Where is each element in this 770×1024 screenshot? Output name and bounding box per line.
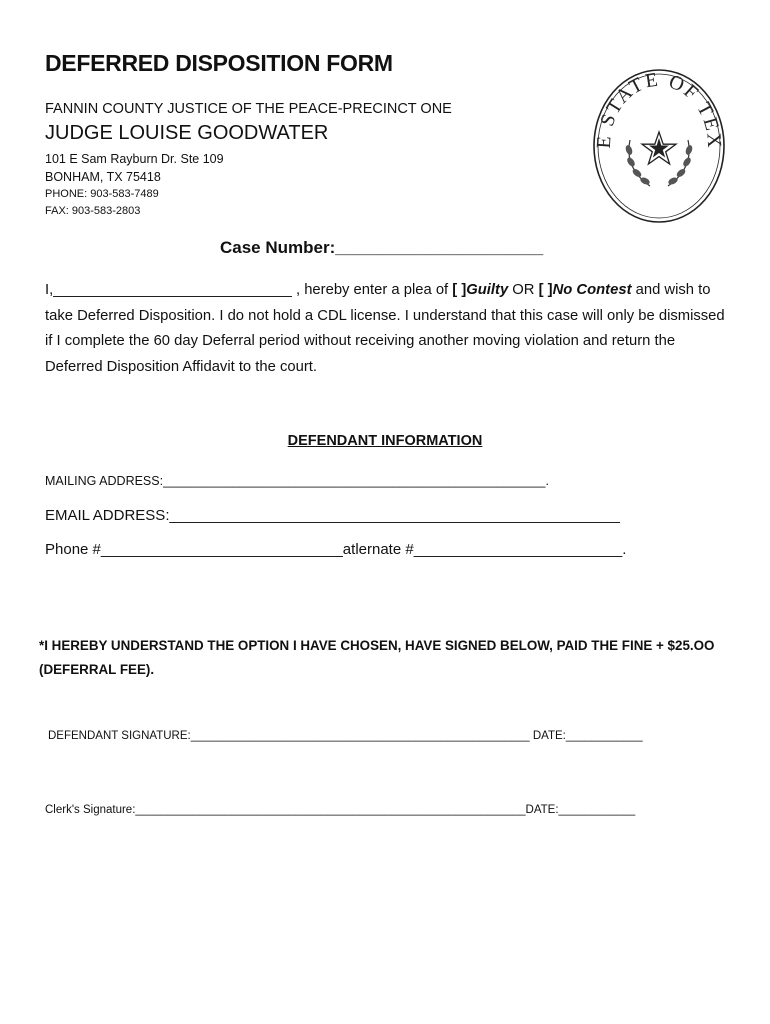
guilty-label: Guilty bbox=[466, 282, 509, 298]
email-address-field[interactable]: EMAIL ADDRESS:______________________________________________________ bbox=[45, 507, 620, 524]
mailing-address-field[interactable]: MAILING ADDRESS:_______________________________________________________. bbox=[45, 474, 549, 488]
court-fax: FAX: 903-583-2803 bbox=[45, 205, 141, 217]
plea-intro: I,_____________________________ , hereby enter a plea of bbox=[45, 282, 453, 298]
judge-name: JUDGE LOUISE GOODWATER bbox=[45, 122, 329, 144]
plea-statement bbox=[45, 278, 735, 380]
address-line-1: 101 E Sam Rayburn Dr. Ste 109 bbox=[45, 152, 224, 166]
state-seal-icon bbox=[592, 68, 726, 224]
form-title: DEFERRED DISPOSITION FORM bbox=[45, 50, 393, 76]
phone-field[interactable]: Phone #_____________________________atlernate #_________________________. bbox=[45, 541, 627, 558]
state-seal bbox=[592, 68, 726, 224]
svg-text:THE STATE OF TEXAS: E STATE OF TEX bbox=[592, 68, 726, 151]
no-contest-label: No Contest bbox=[552, 282, 632, 298]
guilty-checkbox[interactable]: [ ] bbox=[452, 282, 467, 298]
court-phone: PHONE: 903-583-7489 bbox=[45, 188, 159, 200]
address-line-2: BONHAM, TX 75418 bbox=[45, 170, 161, 184]
clerk-signature-field[interactable]: Clerk's Signature:_____________________________________________________________DATE:____________ bbox=[45, 804, 636, 816]
defendant-info-heading: DEFENDANT INFORMATION bbox=[287, 433, 483, 449]
court-name: FANNIN COUNTY JUSTICE OF THE PEACE-PRECINCT ONE bbox=[45, 101, 452, 117]
no-contest-checkbox[interactable]: [ ] bbox=[538, 282, 553, 298]
or-label: OR bbox=[508, 282, 539, 298]
acknowledgement-text: *I HEREBY UNDERSTAND THE OPTION I HAVE CHOSEN, HAVE SIGNED BELOW, PAID THE FINE + $25.OO (DEFERRAL FEE). bbox=[39, 638, 715, 677]
plea-terms: and wish to take Deferred Disposition. I do not hold a CDL license. I understand that this case will only be dismissed if I complete the 60 day Deferral period without receiving another moving violation and return the Deferred Disposition Affidavit to the court. bbox=[45, 282, 725, 375]
defendant-signature-field[interactable]: DEFENDANT SIGNATURE:_____________________________________________________ DATE:____________ bbox=[48, 730, 643, 742]
case-number-field[interactable]: Case Number:______________________ bbox=[220, 238, 544, 257]
